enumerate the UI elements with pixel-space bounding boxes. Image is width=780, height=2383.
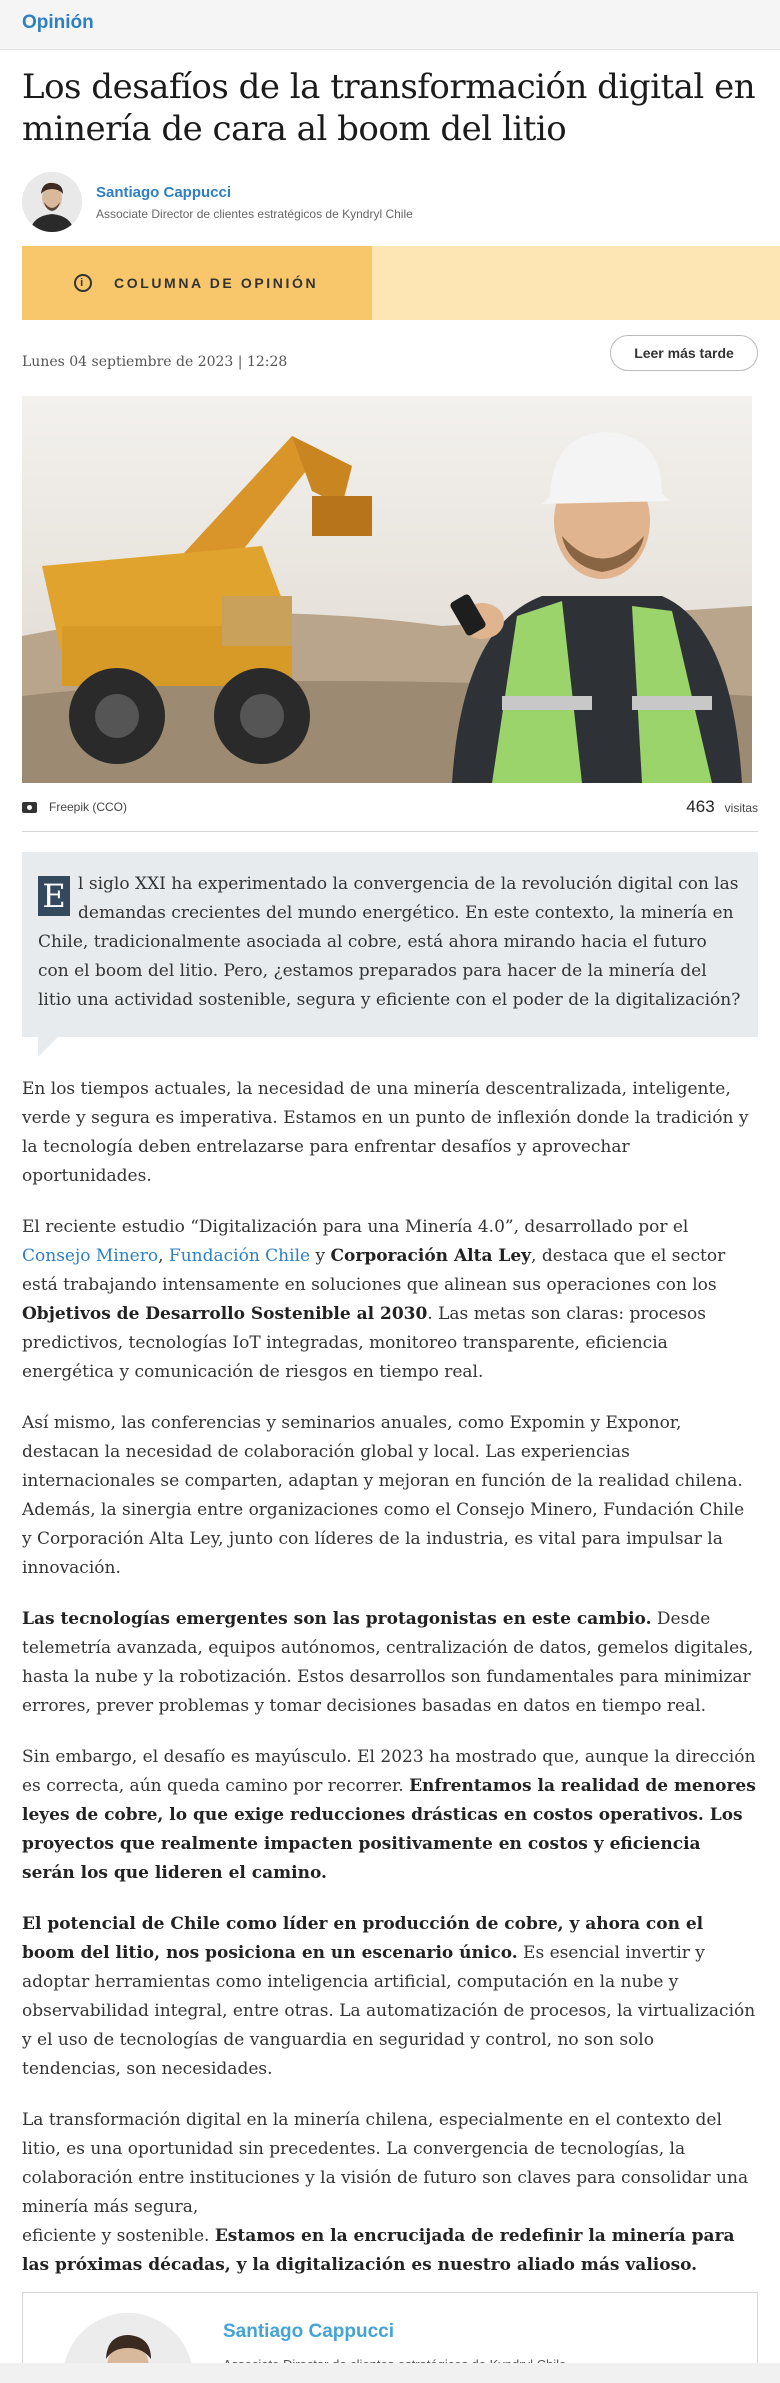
hero-image	[22, 396, 752, 783]
lede-quote	[22, 852, 758, 1037]
bold-ods: Objetivos de Desarrollo Sostenible al 2030	[22, 1304, 428, 1324]
author-box-name-link[interactable]: Santiago Cappucci	[223, 2321, 395, 2342]
opinion-banner	[22, 246, 780, 320]
author-name-link[interactable]: Santiago Cappucci	[96, 183, 232, 201]
visits-label: visitas	[724, 801, 758, 815]
read-later-button[interactable]: Leer más tarde	[610, 335, 758, 371]
paragraph-2: El reciente estudio “Digitalización para una Minería 4.0”, desarrollado por el Consejo Minero, Fundación Chile y Corporación Alta Ley, destaca que el sector está trabajando intensamente en soluciones que alinean sus operaciones con los Objetivos de Desarrollo Sostenible al 2030. Las metas son claras: procesos predictivos, tecnologías IoT integradas, monitoreo transparente, eficiencia energética y comunicación de riesgos en tiempo real.	[22, 1217, 726, 1382]
paragraph-1: En los tiempos actuales, la necesidad de una minería descentralizada, inteligente, verde y segura es imperativa. Estamos en un punto de inflexión donde la tradición y la tecnología deben entrelazarse para enfrentar desafíos y aprovechar oportunidades.	[22, 1079, 749, 1186]
mining-worker-photo-icon	[22, 396, 752, 783]
dropcap: E	[38, 876, 70, 916]
bold-alta-ley: Corporación Alta Ley	[330, 1246, 532, 1266]
author-avatar[interactable]	[22, 172, 82, 232]
link-consejo-minero[interactable]: Consejo Minero	[22, 1246, 159, 1266]
camera-icon	[22, 802, 37, 813]
paragraph-7: La transformación digital en la minería chilena, especialmente en el contexto del litio, es una oportunidad sin precedentes. La convergencia de tecnologías, la colaboración entre instituciones y la visión de futuro son claves para consolidar una minería más segura, eficiente y sostenible. Estamos en la encrucijada de redefinir la minería para las próximas décadas, y la digitalización es nuestro aliado más valioso.	[22, 2110, 749, 2275]
publish-date: Lunes 04 septiembre de 2023 | 12:28	[22, 354, 288, 370]
article-title: Los desafíos de la transformación digital en minería de cara al boom del litio	[22, 67, 756, 149]
banner-stripe	[372, 246, 780, 320]
paragraph-3: Así mismo, las conferencias y seminarios anuales, como Expomin y Exponor, destacan la necesidad de colaboración global y local. Las experiencias internacionales se comparten, adaptan y mejoran en función de la realidad chilena. Además, la sinergia entre organizaciones como el Consejo Minero, Fundación Chile y Corporación Alta Ley, junto con líderes de la industria, es vital para impulsar la innovación.	[22, 1413, 745, 1578]
page-footer-strip	[0, 2363, 780, 2383]
byline	[22, 172, 758, 232]
link-fundacion-chile[interactable]: Fundación Chile	[168, 1246, 311, 1266]
photo-credit-text: Freepik (CCO)	[49, 800, 128, 814]
visit-counter	[686, 797, 758, 817]
photo-meta	[22, 797, 758, 832]
author-portrait-icon	[22, 172, 82, 232]
paragraph-5: Sin embargo, el desafío es mayúsculo. El 2023 ha mostrado que, aunque la dirección es correcta, aún queda camino por recorrer. Enfrentamos la realidad de menores leyes de cobre, lo que exige reducciones drásticas en costos operativos. Los proyectos que realmente impacten positivamente en costos y eficiencia serán los que lideren el camino.	[22, 1747, 756, 1883]
photo-credit	[22, 800, 127, 814]
visits-count: 463	[686, 797, 715, 816]
meta-row	[22, 334, 758, 372]
paragraph-6: El potencial de Chile como líder en producción de cobre, y ahora con el boom del litio, nos posiciona en un escenario único. Es esencial invertir y adoptar herramientas como inteligencia artificial, computación en la nube y observabilidad integral, entre otras. La automatización de procesos, la virtualización y el uso de tecnologías de vanguardia en seguridad y control, no son solo tendencias, son necesidades.	[22, 1914, 756, 2079]
section-header	[0, 0, 780, 50]
lede-text: l siglo XXI ha experimentado la convergencia de la revolución digital con las demandas crecientes del mundo energético. En este contexto, la minería en Chile, tradicionalmente asociada al cobre, está ahora mirando hacia el futuro con el boom del litio. Pero, ¿estamos preparados para hacer de la minería del litio una actividad sostenible, segura y eficiente con el poder de la digitalización?	[38, 874, 741, 1010]
section-link-opinion[interactable]: Opinión	[22, 12, 94, 33]
author-role: Associate Director de clientes estratégicos de Kyndryl Chile	[96, 206, 413, 221]
paragraph-4: Las tecnologías emergentes son las protagonistas en este cambio. Desde telemetría avanzada, equipos autónomos, centralización de datos, gemelos digitales, hasta la nube y la robotización. Estos desarrollos son fundamentales para minimizar errores, prever problemas y tomar decisiones basadas en datos en tiempo real.	[22, 1609, 754, 1716]
banner-label: COLUMNA DE OPINIÓN	[114, 275, 319, 291]
info-icon: i	[74, 274, 92, 292]
article	[0, 66, 780, 232]
